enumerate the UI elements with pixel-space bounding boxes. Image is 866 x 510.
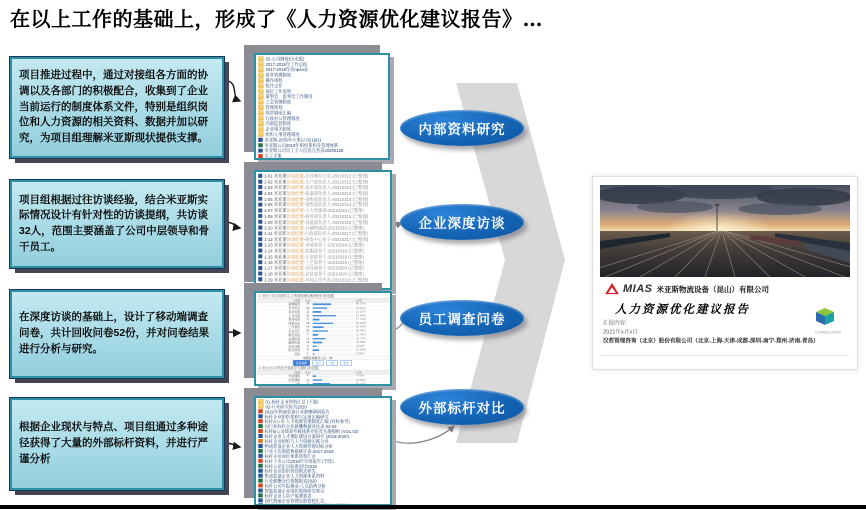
pill-employee-survey[interactable]: 员工调查问卷 <box>400 300 524 336</box>
interview-list-screenshot <box>254 170 392 290</box>
survey-row: 制度流程 7 13.46% <box>257 333 391 337</box>
survey-row: 非常通畅 4 7.69% <box>257 374 391 378</box>
file-row: 标杆A公司-人力资源管理制度汇编 (对标参考) <box>257 419 391 424</box>
interview-file-row: 1-02 米亚斯访谈纪要-生产部负责人-20210312 (已整理) <box>257 179 391 185</box>
survey-row: 职业规划 8 15.38% <box>257 348 391 352</box>
word-icon <box>258 185 262 189</box>
word-icon <box>258 454 263 458</box>
interview-file-row: 1-05 米亚斯访谈纪要-采购部负责人-20210314 (已整理) <box>257 196 391 202</box>
survey-row: 工作强度 14 26.92% <box>257 325 391 329</box>
interview-file-row: 1-17 米亚斯访谈纪要-安环部骨干-20210320 (已整理) <box>257 265 391 271</box>
file-row: 02-公司制度(历史版) <box>257 56 389 61</box>
interview-file-row: 1-09 米亚斯访谈纪要-设备部负责人-20210316 (已整理) <box>257 219 391 225</box>
survey-row: 晋升机会 18 34.62% <box>257 306 391 310</box>
interview-file-row: 1-19 米亚斯访谈纪要-车间主任代表-20210321 (已整理) <box>257 277 391 283</box>
pdf-icon <box>258 484 263 488</box>
pill-internal-research[interactable]: 内部资料研究 <box>400 110 524 146</box>
excel-icon <box>258 493 263 497</box>
survey-row: 沟通机制 16 30.77% <box>257 337 391 341</box>
file-row: 2017-2019年工作总结 <box>257 61 389 66</box>
interview-file-row: 1-16 米亚斯访谈纪要-工艺部骨干-20210319 (已整理) <box>257 259 391 265</box>
folder-icon <box>258 67 263 72</box>
arrow-box4-thumb4 <box>226 443 240 447</box>
folder-icon <box>258 56 263 61</box>
survey-row: 岗位匹配 5 9.62% <box>257 345 391 349</box>
pdf-icon <box>258 409 263 413</box>
survey-row: 其他 2 3.85% <box>257 352 391 356</box>
excel-icon <box>258 143 263 147</box>
word-icon <box>258 414 263 418</box>
interview-file-row: 1-01 米亚斯访谈纪要-总经理办公室-20210312 (已整理) <box>257 173 391 179</box>
word-icon <box>258 272 262 276</box>
file-row: 米亚斯公司员工个人信息完善表20200128 <box>257 148 389 153</box>
word-icon <box>258 214 262 218</box>
file-row: 企业相关制度 <box>257 126 389 131</box>
folder-icon <box>258 121 263 126</box>
railyard-sunset-photo <box>600 185 850 277</box>
file-row: 标杆企业组织管控模式研究 <box>257 468 391 473</box>
cover-consultancy-line: 汉哲管理咨询（北京）股份有限公司（北京-上海-天津-成都-深圳-南宁-郑州-济南-青岛） <box>603 337 819 344</box>
file-row: 标杆B公司绩效考核体系介绍及实施细则 (VOL.02) <box>257 429 391 434</box>
step-box-text: 在深度访谈的基础上，设计了移动端调查问卷，共计回收问卷52份，并对问卷结果进行分析与研究。 <box>19 311 210 355</box>
folder-icon <box>258 89 263 94</box>
cover-divider <box>601 355 849 356</box>
pdf-icon <box>258 459 263 463</box>
step-box-interviews[interactable] <box>10 180 224 268</box>
folder-icon <box>258 83 263 88</box>
survey-row: 工作环境 30 57.69% <box>257 314 391 318</box>
word-icon <box>258 191 262 195</box>
word-icon <box>258 231 262 235</box>
interview-file-row: 1-14 米亚斯访谈纪要-客服部骨干-20210318 (已整理) <box>257 248 391 254</box>
file-row: 米亚斯公司2019年组织架构及管理体系 <box>257 142 389 147</box>
survey-row: 领导风格 9 17.31% <box>257 318 391 322</box>
interview-file-row: 1-04 米亚斯访谈纪要-质量部负责人-20210313 (已整理) <box>257 190 391 196</box>
file-row: 标杆企业组织架构与定岗定编研究 <box>257 414 391 419</box>
word-icon <box>258 180 262 184</box>
arrow-thumb4-pill4 <box>391 426 454 443</box>
survey-section <box>257 366 391 386</box>
slide-bottom-rule <box>0 505 866 509</box>
word-icon <box>258 226 262 230</box>
survey-row: 比较通畅 12 23.08% <box>257 378 391 382</box>
survey-section <box>257 294 391 366</box>
consulting-logo <box>805 308 845 339</box>
word-icon <box>258 469 263 473</box>
interview-file-row: 1-18 米亚斯访谈纪要-信息部骨干-20210320 (已整理) <box>257 271 391 277</box>
survey-button: 更多 <box>340 360 352 366</box>
word-icon <box>258 148 263 152</box>
file-row: 规章制度汇编 <box>257 110 389 115</box>
mias-logo-text: MIAS <box>623 283 653 295</box>
thumbnail-survey-results[interactable] <box>244 283 392 386</box>
word-icon <box>258 277 262 281</box>
word-icon <box>258 249 262 253</box>
folder-icon <box>258 132 263 137</box>
file-row: 行业薪酬分位值数据表2020 <box>257 478 391 483</box>
file-row: 02-行业研究报告2020 <box>257 404 391 409</box>
file-row: 标杆企业岗位体系资料汇总 <box>257 453 391 458</box>
survey-question: 2. 您认为公司的晋升通道是否通畅 [单选题] <box>258 366 319 370</box>
step-box-benchmark[interactable] <box>10 398 224 490</box>
file-row: 董事会、监事会工作制度 <box>257 94 389 99</box>
survey-screenshot <box>254 291 392 386</box>
word-icon <box>258 474 263 478</box>
word-icon <box>258 197 262 201</box>
survey-button: 分析 <box>326 360 338 366</box>
step-box-text: 根据企业现状与特点、项目组通过多种途径获得了大量的外部标杆资料，并进行严谨分析 <box>19 421 208 465</box>
cover-report-title: 人力资源优化建议报告 <box>615 302 750 316</box>
survey-row: 激励机制 12 23.08% <box>257 341 391 345</box>
word-icon <box>258 444 263 448</box>
folder-icon <box>258 99 263 104</box>
file-row: 标杆公司年报摘录-人员结构分析 <box>257 483 391 488</box>
word-icon <box>258 208 262 212</box>
file-row: 2017-2019年份npsa表 <box>257 67 389 72</box>
cover-meta-line2: 2021年x月x日 <box>603 327 638 335</box>
pdf-icon <box>258 154 263 158</box>
benchmark-list-screenshot <box>254 396 392 506</box>
interview-file-row: 1-06 米亚斯访谈纪要-销售部负责人-20210314 (已整理) <box>257 202 391 208</box>
arrow-box3-thumb3 <box>226 332 240 333</box>
file-row: 物流装备企业人力资源管理对标分析 <box>257 443 391 448</box>
interview-file-row: 1-12 米亚斯访谈纪要-研发中心骨干-20210317 (已整理) <box>257 236 391 242</box>
consulting-label: CONSULTING <box>815 330 841 335</box>
file-row: 标杆公司定员标准对比0419 <box>257 463 391 468</box>
interview-file-row: 1-10 米亚斯访谈纪要-仓储物流部-20210316 (已整理) <box>257 225 391 231</box>
page-title: 在以上工作的基础上，形成了《人力资源优化建议报告》… <box>10 7 543 31</box>
file-row: 操作规程 <box>257 78 389 83</box>
file-row: 工会管理制度 <box>257 99 389 104</box>
survey-button: 导出 <box>312 360 324 366</box>
file-row: 智能装备企业组织架构研究笔记 <box>257 488 391 493</box>
file-row: 内部监督制度 <box>257 121 389 126</box>
word-icon <box>258 237 262 241</box>
survey-row: 薪酬福利 24 46.15% <box>257 302 391 306</box>
file-row: 行业人均效能数据统计表-2017-2019 <box>257 448 391 453</box>
interview-file-row: 1-13 米亚斯访谈纪要-市场部骨干-20210318 (已整理) <box>257 242 391 248</box>
word-icon <box>258 174 262 178</box>
folder-icon <box>258 404 263 409</box>
file-row: 财务管理制度 <box>257 72 389 77</box>
folder-icon <box>258 105 263 110</box>
survey-question: 1. 您对公司目前整体人力资源管理的满意程度 [单选题] <box>258 294 335 298</box>
word-icon <box>258 488 263 492</box>
word-icon <box>258 498 263 502</box>
cover-meta-line1: 汇报内容： <box>603 319 631 326</box>
file-row: 米亚斯-20周年大事记-0219(1) <box>257 137 389 142</box>
excel-icon <box>258 464 263 468</box>
report-cover[interactable] <box>592 176 858 370</box>
file-list-screenshot <box>254 53 390 160</box>
file-row: 标杆企业人均产值测算表 <box>257 493 391 498</box>
mias-logo-row <box>605 283 769 295</box>
survey-row: 企业文化 20 38.46% <box>257 329 391 333</box>
word-icon <box>258 266 262 270</box>
consulting-cube-icon <box>815 308 835 325</box>
file-row: 现代物流企业管理实践资料汇总 <box>257 498 391 503</box>
interview-file-row: 1-08 米亚斯访谈纪要-财务部负责人-20210315 (已整理) <box>257 213 391 219</box>
pill-deep-interview[interactable]: 企业深度访谈 <box>400 204 524 240</box>
pdf-icon <box>258 429 263 433</box>
pill-external-benchmark[interactable]: 外部标杆对比 <box>400 389 524 425</box>
word-icon <box>258 260 262 264</box>
survey-row: 一般 22 42.31% <box>257 382 391 386</box>
interview-file-row: 1-03 米亚斯访谈纪要-技术部负责人-20210313 (已整理) <box>257 184 391 190</box>
file-row: 组织人事管理制度 <box>257 132 389 137</box>
file-row: 集成装备企业人力资源体系资料 <box>257 473 391 478</box>
file-row: 管理规划 <box>257 105 389 110</box>
folder-icon <box>258 116 263 121</box>
word-icon <box>258 434 263 438</box>
survey-header: 选项 小计 比例 <box>257 298 391 303</box>
interview-file-row: 1-11 米亚斯访谈纪要-行政部负责人-20210317 (已整理) <box>257 230 391 236</box>
file-row: 01-标杆企业资料汇总 (下载) <box>257 399 391 404</box>
thumbnail-interview-files[interactable] <box>244 162 392 290</box>
word-icon <box>258 138 263 142</box>
survey-row: 同事关系 26 50.00% <box>257 322 391 326</box>
thumbnail-benchmark-files[interactable] <box>244 388 392 506</box>
thumbnail-internal-docs[interactable] <box>244 45 390 160</box>
file-row: 同行业标杆企业薪酬数据对比表 02-03 <box>257 424 391 429</box>
folder-icon <box>258 72 263 77</box>
word-icon <box>258 220 262 224</box>
excel-icon <box>258 449 263 453</box>
interview-file-row: 1-15 米亚斯访谈纪要-计划部骨干-20210319 (已整理) <box>257 254 391 260</box>
interview-file-row: 1-07 米亚斯访谈纪要-人力资源部-20210315 (已整理) <box>257 207 391 213</box>
excel-icon <box>258 424 263 428</box>
word-icon <box>258 203 262 207</box>
step-box-internal-docs[interactable] <box>10 57 224 158</box>
file-row: 行政办公管理制度 <box>257 115 389 120</box>
word-icon <box>258 254 262 258</box>
arrow-box1-thumb1 <box>226 80 240 101</box>
folder-icon <box>258 78 263 83</box>
excel-icon <box>258 479 263 483</box>
step-box-text: 项目组根据过往访谈经验，结合米亚斯实际情况设计有针对性的访谈提纲，共访谈32人，范围主要涵盖了公司中层领导和骨干员工。 <box>19 193 210 253</box>
step-box-survey[interactable] <box>10 290 224 378</box>
file-row: 标杆上市公司2019年年度报告 (节选) <box>257 458 391 463</box>
folder-icon <box>258 126 263 131</box>
file-row: 岗位工作说明 <box>257 88 389 93</box>
survey-row: 培训发展 11 21.15% <box>257 310 391 314</box>
cover-company-name: 米亚斯物流设备（昆山）有限公司 <box>656 285 769 294</box>
folder-icon <box>258 110 263 115</box>
mias-triangle-icon <box>605 283 619 295</box>
ppt-icon <box>258 439 263 443</box>
word-icon <box>258 243 262 247</box>
file-row: 员工手册 <box>257 153 389 158</box>
survey-button: 查看数据 <box>293 360 310 366</box>
file-row: 2020年物流装备行业薪酬调研报告 <box>257 409 391 414</box>
pdf-icon <box>258 419 263 423</box>
folder-icon <box>258 62 263 67</box>
step-box-text: 项目推进过程中，通过对接组各方面的协调以及各部门的积极配合，收集到了企业当前运行的制度体系文件，特别是组织岗位和人力资源的相关资料、数据并加以研究，为项目组理解米亚斯现状提供支撑。 <box>19 69 208 145</box>
survey-total: 本题有效填写人次 52 <box>257 356 391 360</box>
file-row: 程序文件 <box>257 83 389 88</box>
survey-header: 选项 小计 比例 <box>257 370 391 375</box>
file-row: 标杆企业人才梯队建设方案研究 (2019-2020) <box>257 434 391 439</box>
file-row: 标杆企业组织与人力资源实践分享 <box>257 439 391 444</box>
folder-icon <box>258 94 263 99</box>
arrow-box2-thumb2 <box>226 222 240 228</box>
